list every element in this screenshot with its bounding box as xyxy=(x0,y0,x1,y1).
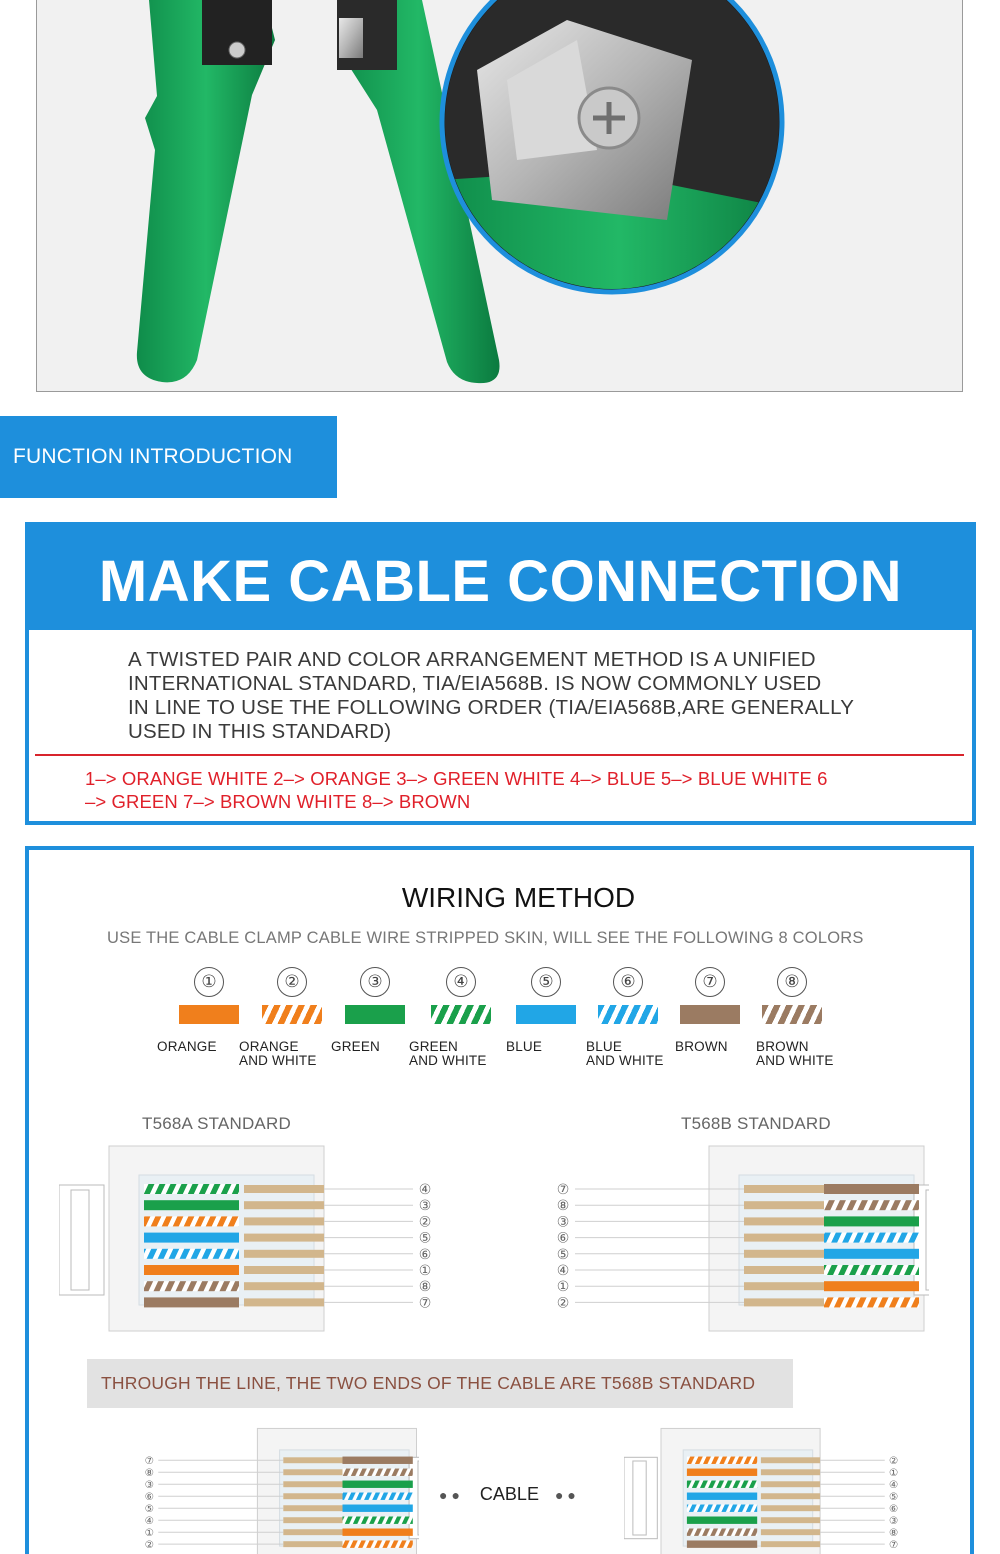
crimping-tool-illustration xyxy=(37,0,963,392)
wire-insulation xyxy=(687,1505,757,1512)
wire-contact xyxy=(283,1457,342,1463)
legend-label-line: ORANGE xyxy=(239,1039,299,1054)
legend-label-line: BLUE xyxy=(586,1039,623,1054)
pin-number: ④ xyxy=(144,1514,155,1527)
wire-contact xyxy=(761,1517,820,1523)
pin-number: ③ xyxy=(418,1198,432,1215)
wire-contact xyxy=(283,1541,342,1547)
legend-swatch xyxy=(516,1005,576,1024)
pin-number: ⑧ xyxy=(144,1466,155,1479)
legend-swatch xyxy=(680,1005,740,1024)
description-line: USED IN THIS STANDARD) xyxy=(128,720,392,743)
connector-group xyxy=(145,1428,419,1554)
legend-label-line: AND WHITE xyxy=(586,1053,664,1068)
wire-contact xyxy=(744,1185,824,1193)
wire-insulation xyxy=(824,1281,919,1291)
pin-number: ③ xyxy=(144,1478,155,1491)
wire-contact xyxy=(244,1250,324,1258)
pin-number: ⑤ xyxy=(556,1246,570,1263)
pin-number: ⑦ xyxy=(144,1454,155,1467)
wiring-method-subtitle: USE THE CABLE CLAMP CABLE WIRE STRIPPED SKIN, WILL SEE THE FOLLOWING 8 COLORS xyxy=(107,929,864,947)
t568b-connector-diagram xyxy=(549,1140,929,1340)
wire-contact xyxy=(761,1529,820,1535)
dots-icon: ●● xyxy=(554,1486,580,1503)
legend-number: ③ xyxy=(360,967,390,997)
legend-swatch xyxy=(431,1005,491,1024)
wire-contact xyxy=(761,1481,820,1487)
connector-clip-slot xyxy=(633,1461,646,1535)
through-line-banner: THROUGH THE LINE, THE TWO ENDS OF THE CABLE ARE T568B STANDARD xyxy=(87,1359,793,1408)
wire-insulation xyxy=(687,1457,757,1464)
description-line: IN LINE TO USE THE FOLLOWING ORDER (TIA/EIA568B,ARE GENERALLY xyxy=(128,696,855,719)
wire-insulation xyxy=(144,1200,239,1210)
wire-contact xyxy=(283,1529,342,1535)
wire-contact xyxy=(761,1493,820,1499)
wire-contact xyxy=(744,1250,824,1258)
pin-number: ⑥ xyxy=(418,1246,432,1263)
wire-insulation xyxy=(687,1481,757,1488)
cable-label: CABLE xyxy=(479,1484,539,1504)
legend-number: ⑧ xyxy=(777,967,807,997)
pin-number: ⑤ xyxy=(888,1490,899,1503)
connector-group xyxy=(624,1428,898,1554)
wire-contact xyxy=(761,1505,820,1511)
wire-insulation xyxy=(144,1297,239,1307)
pin-number: ⑥ xyxy=(556,1230,570,1247)
wire-insulation xyxy=(343,1505,413,1512)
legend-label-line: BROWN xyxy=(756,1039,809,1054)
wire-insulation xyxy=(824,1184,919,1194)
wire-insulation xyxy=(343,1540,413,1547)
cable-connection-description xyxy=(128,648,928,744)
t568a-connector-diagram xyxy=(59,1140,439,1340)
wire-contact xyxy=(761,1457,820,1463)
legend-label xyxy=(239,1040,317,1068)
legend-number: ② xyxy=(277,967,307,997)
pin-number: ② xyxy=(418,1214,432,1231)
legend-number: ④ xyxy=(446,967,476,997)
wire-insulation xyxy=(687,1469,757,1476)
through-left-connector-diagram xyxy=(139,1424,419,1554)
wire-insulation xyxy=(824,1200,919,1210)
wire-insulation xyxy=(144,1216,239,1226)
wire-contact xyxy=(244,1298,324,1306)
wire-contact xyxy=(283,1469,342,1475)
pin-number: ④ xyxy=(888,1478,899,1491)
wire-contact xyxy=(744,1217,824,1225)
wire-order-line: –> GREEN 7–> BROWN WHITE 8–> BROWN xyxy=(85,790,471,812)
pin-number: ① xyxy=(556,1279,570,1296)
wire-insulation xyxy=(824,1265,919,1275)
wire-insulation xyxy=(144,1265,239,1275)
legend-label-line: ORANGE xyxy=(157,1039,217,1054)
connector-group xyxy=(59,1146,431,1331)
legend-label-line: AND WHITE xyxy=(239,1053,317,1068)
wire-insulation xyxy=(343,1457,413,1464)
legend-label xyxy=(675,1040,728,1054)
product-photo xyxy=(36,0,963,392)
legend-number: ① xyxy=(194,967,224,997)
pin-number: ① xyxy=(418,1263,432,1279)
wire-insulation xyxy=(343,1493,413,1500)
wire-insulation xyxy=(144,1233,239,1243)
pin-number: ⑦ xyxy=(418,1295,432,1312)
legend-number: ⑥ xyxy=(613,967,643,997)
connector-clip-slot xyxy=(926,1190,929,1290)
legend-label xyxy=(331,1040,380,1054)
wire-insulation xyxy=(343,1517,413,1524)
wire-insulation xyxy=(343,1528,413,1535)
wire-contact xyxy=(244,1234,324,1242)
wire-insulation xyxy=(824,1216,919,1226)
legend-label-line: AND WHITE xyxy=(756,1053,834,1068)
wiring-method-title: WIRING METHOD xyxy=(401,882,636,913)
legend-label xyxy=(409,1040,487,1068)
pin-number: ⑦ xyxy=(556,1182,570,1198)
section-tab-function-introduction xyxy=(0,416,337,498)
legend-label-line: GREEN xyxy=(409,1039,459,1054)
connector-clip-slot xyxy=(71,1190,89,1290)
pin-number: ① xyxy=(888,1466,899,1479)
legend-number: ⑦ xyxy=(695,967,725,997)
wire-insulation xyxy=(687,1517,757,1524)
legend-swatch xyxy=(262,1005,322,1024)
pin-number: ③ xyxy=(556,1214,570,1231)
pin-number: ② xyxy=(888,1454,899,1467)
wire-insulation xyxy=(824,1249,919,1259)
pin-number: ⑥ xyxy=(888,1502,899,1515)
wire-contact xyxy=(744,1298,824,1306)
wire-contact xyxy=(244,1185,324,1193)
wire-insulation xyxy=(343,1481,413,1488)
section-tab-label: FUNCTION INTRODUCTION xyxy=(13,445,293,468)
connector-clip-slot xyxy=(418,1461,419,1535)
wire-insulation xyxy=(824,1233,919,1243)
wire-insulation xyxy=(144,1249,239,1259)
legend-label xyxy=(157,1040,217,1054)
wire-order-text xyxy=(85,768,935,813)
wire-order-line: 1–> ORANGE WHITE 2–> ORANGE 3–> GREEN WHITE 4–> BLUE 5–> BLUE WHITE 6 xyxy=(85,768,828,789)
pin-number: ④ xyxy=(418,1182,432,1198)
wire-insulation xyxy=(687,1528,757,1535)
t568b-label: T568B STANDARD xyxy=(681,1114,831,1133)
dots-icon: ●● xyxy=(439,1486,464,1503)
pin-number: ③ xyxy=(888,1514,899,1527)
pin-number: ② xyxy=(144,1538,155,1551)
wire-contact xyxy=(244,1266,324,1274)
legend-label-line: BLUE xyxy=(506,1039,543,1054)
connector-group xyxy=(557,1146,929,1331)
pin-number: ④ xyxy=(556,1263,570,1279)
description-line: INTERNATIONAL STANDARD, TIA/EIA568B. IS NOW COMMONLY USED xyxy=(128,672,822,695)
pin-number: ⑦ xyxy=(888,1538,899,1551)
wire-insulation xyxy=(343,1469,413,1476)
pin-number: ⑤ xyxy=(418,1230,432,1247)
pin-number: ① xyxy=(144,1526,155,1539)
pin-number: ⑤ xyxy=(144,1502,155,1515)
legend-label xyxy=(506,1040,542,1054)
divider xyxy=(35,754,964,756)
legend-number: ⑤ xyxy=(531,967,561,997)
wire-contact xyxy=(244,1282,324,1290)
cable-connection-panel xyxy=(25,522,976,825)
legend-label xyxy=(756,1040,834,1068)
wire-insulation xyxy=(824,1297,919,1307)
cable-connection-title: MAKE CABLE CONNECTION xyxy=(29,526,972,630)
legend-label-line: GREEN xyxy=(331,1039,381,1054)
wire-insulation xyxy=(687,1493,757,1500)
t568a-label: T568A STANDARD xyxy=(142,1114,291,1133)
through-right-connector-diagram xyxy=(624,1424,904,1554)
wire-contact xyxy=(744,1201,824,1209)
wire-contact xyxy=(283,1517,342,1523)
pin-number: ② xyxy=(556,1295,570,1312)
wire-contact xyxy=(283,1481,342,1487)
wire-contact xyxy=(744,1234,824,1242)
wiring-method-panel xyxy=(25,846,974,1554)
wire-contact xyxy=(283,1493,342,1499)
legend-swatch xyxy=(345,1005,405,1024)
wire-insulation xyxy=(144,1281,239,1291)
wire-contact xyxy=(761,1469,820,1475)
wire-contact xyxy=(244,1201,324,1209)
wire-insulation xyxy=(687,1540,757,1547)
pin-number: ⑧ xyxy=(888,1526,899,1539)
color-legend xyxy=(29,850,970,1090)
legend-label-line: BROWN xyxy=(675,1039,728,1054)
wire-contact xyxy=(744,1266,824,1274)
wire-insulation xyxy=(144,1184,239,1194)
legend-swatch xyxy=(179,1005,239,1024)
legend-swatch xyxy=(762,1005,822,1024)
wire-contact xyxy=(283,1505,342,1511)
legend-swatch xyxy=(598,1005,658,1024)
wire-contact xyxy=(761,1541,820,1547)
description-line: A TWISTED PAIR AND COLOR ARRANGEMENT METHOD IS A UNIFIED xyxy=(128,648,816,671)
pin-number: ⑧ xyxy=(418,1279,432,1296)
cable-caption xyxy=(439,1484,580,1505)
pin-number: ⑧ xyxy=(556,1198,570,1215)
legend-label-line: AND WHITE xyxy=(409,1053,487,1068)
pin-number: ⑥ xyxy=(144,1490,155,1503)
wire-contact xyxy=(244,1217,324,1225)
legend-label xyxy=(586,1040,664,1068)
wire-contact xyxy=(744,1282,824,1290)
